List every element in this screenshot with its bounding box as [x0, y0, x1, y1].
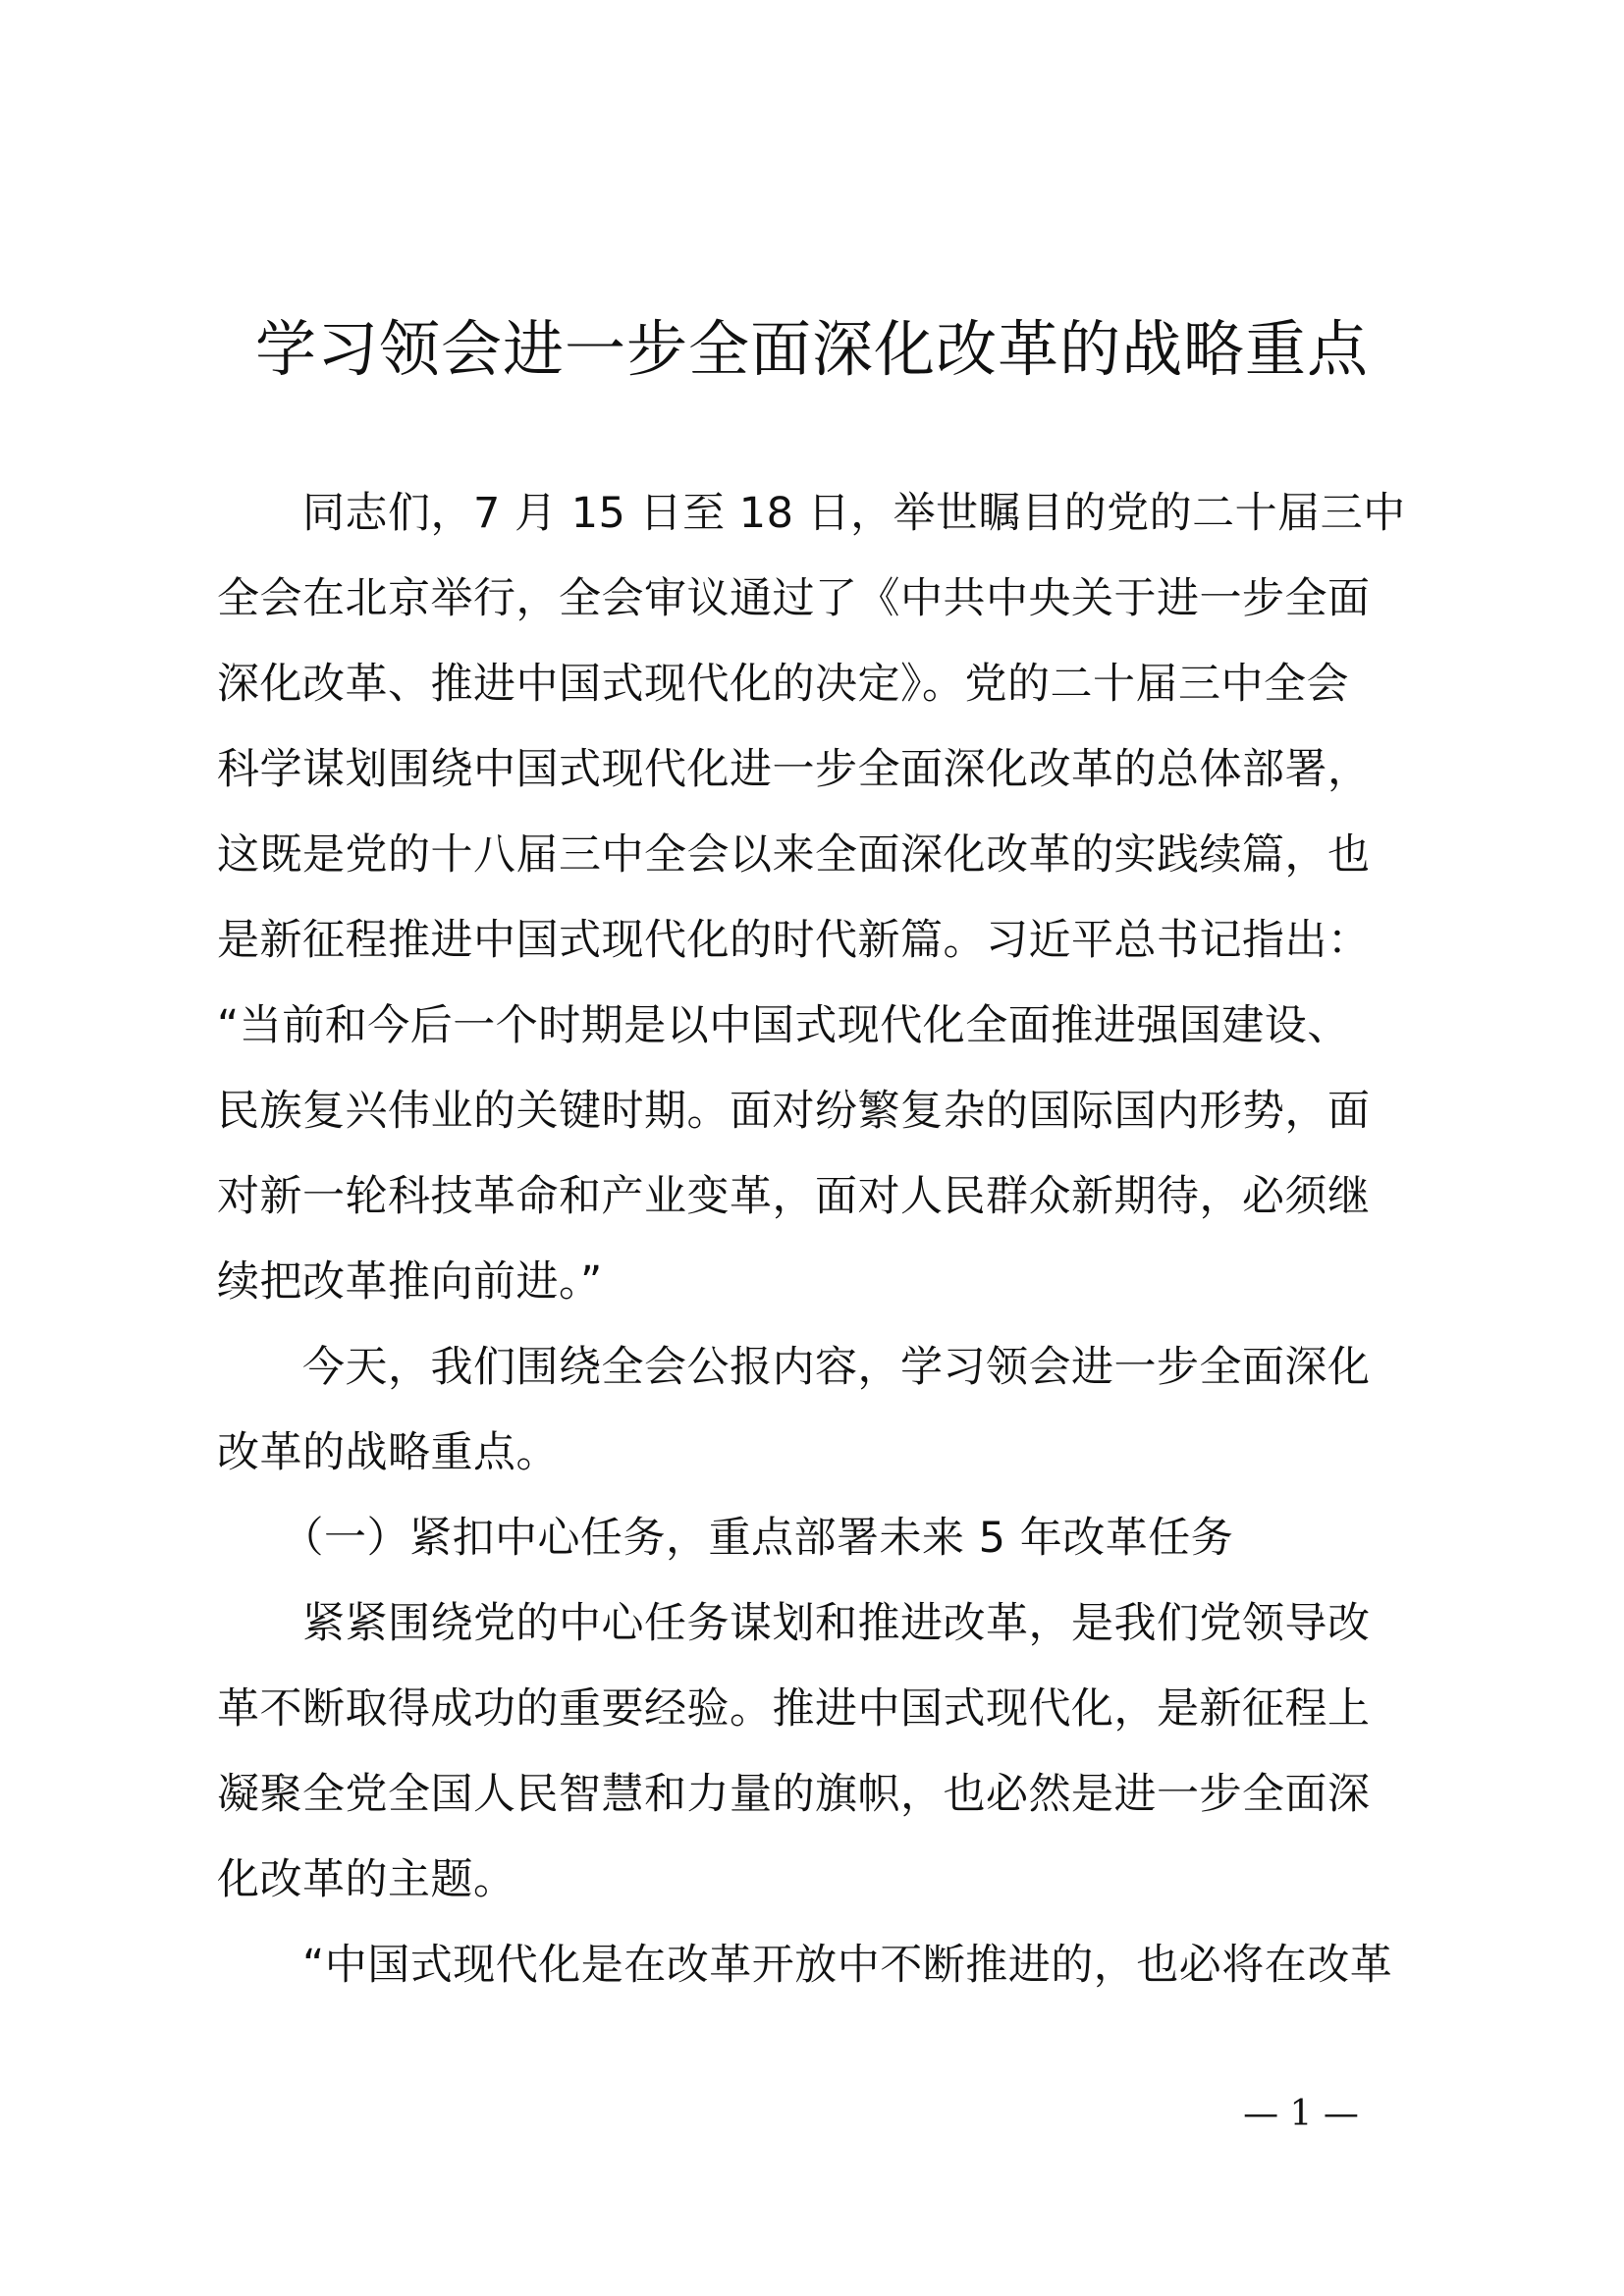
- body-line: 今天，我们围绕全会公报内容，学习领会进一步全面深化: [217, 1343, 1371, 1392]
- body-line: 紧紧围绕党的中心任务谋划和推进改革，是我们党领导改: [217, 1599, 1371, 1648]
- body-line: 改革的战略重点。: [217, 1428, 559, 1477]
- document-body: [217, 471, 1420, 2008]
- body-line: “当前和今后一个时期是以中国式现代化全面推进强国建设、: [217, 1001, 1350, 1050]
- body-line: 化改革的主题。: [217, 1855, 516, 1904]
- body-line: 凝聚全党全国人民智慧和力量的旗帜，也必然是进一步全面深: [217, 1770, 1371, 1819]
- body-line: 全会在北京举行，全会审议通过了《中共中央关于进一步全面: [217, 574, 1371, 623]
- body-line: 同志们，7 月 15 日至 18 日，举世瞩目的党的二十届三中: [217, 489, 1406, 538]
- body-line: 对新一轮科技革命和产业变革，面对人民群众新期待，必须继: [217, 1172, 1371, 1221]
- body-line: 革不断取得成功的重要经验。推进中国式现代化，是新征程上: [217, 1684, 1371, 1734]
- body-line: 科学谋划围绕中国式现代化进一步全面深化改革的总体部署，: [217, 745, 1371, 794]
- section-heading: （一）紧扣中心任务，重点部署未来 5 年改革任务: [217, 1514, 1234, 1563]
- body-line: 续把改革推向前进。”: [217, 1257, 603, 1307]
- body-line: 民族复兴伟业的关键时期。面对纷繁复杂的国际国内形势，面: [217, 1087, 1371, 1136]
- body-line: 这既是党的十八届三中全会以来全面深化改革的实践续篇，也: [217, 830, 1371, 880]
- document-title: 学习领会进一步全面深化改革的战略重点: [254, 313, 1369, 385]
- body-line: 深化改革、推进中国式现代化的决定》。党的二十届三中全会: [217, 660, 1349, 709]
- body-line: “中国式现代化是在改革开放中不断推进的，也必将在改革: [217, 1941, 1393, 1990]
- body-line: 是新征程推进中国式现代化的时代新篇。习近平总书记指出：: [217, 916, 1371, 965]
- page-number: — 1 —: [1243, 2094, 1359, 2134]
